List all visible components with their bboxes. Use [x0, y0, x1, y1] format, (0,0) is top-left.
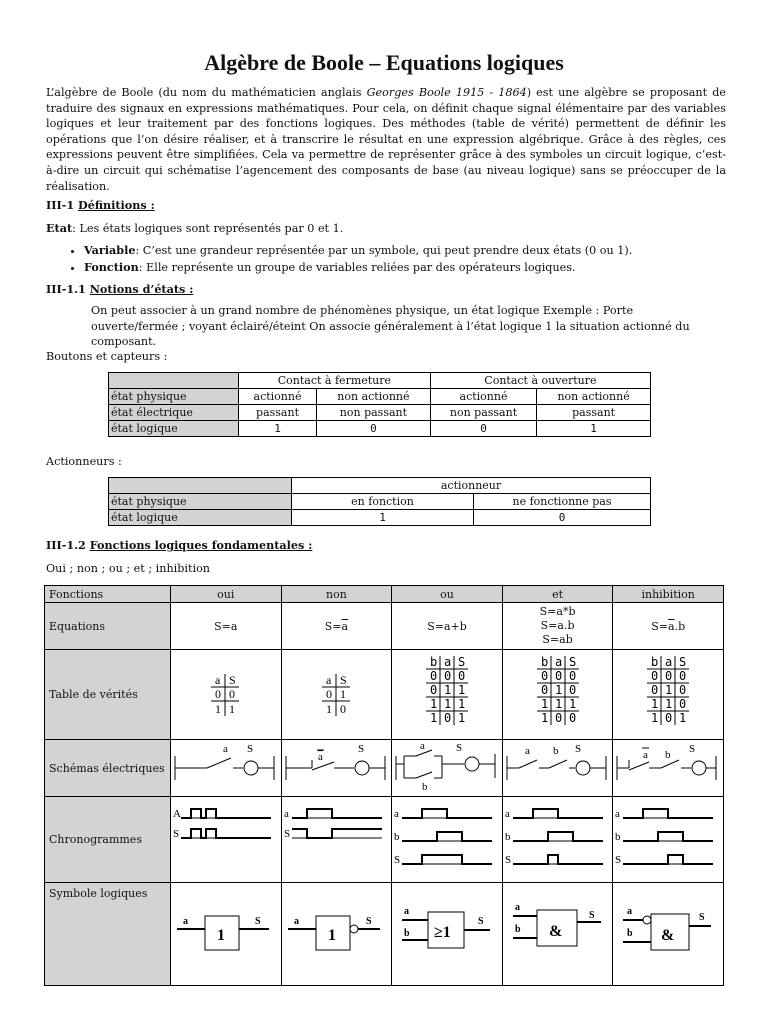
truth-cell: S [568, 655, 577, 669]
fonctions-list: Oui ; non ; ou ; et ; inhibition [46, 562, 211, 575]
timing-diagram [171, 797, 279, 879]
svg-text:S: S [588, 909, 595, 921]
svg-text:1: 1 [217, 926, 225, 944]
svg-text:1: 1 [229, 702, 235, 716]
symbol-inhibition [613, 883, 724, 986]
truth-cell: 1 [540, 711, 549, 725]
svg-text:1: 1 [325, 702, 332, 716]
svg-text:a: a [223, 743, 228, 755]
truth-cell: 1 [651, 697, 659, 711]
symbol-non [281, 883, 392, 986]
truth-cell: 0 [540, 669, 549, 683]
svg-text:S: S [339, 673, 347, 687]
svg-text:1: 1 [339, 687, 346, 701]
svg-text:a: a [514, 901, 520, 913]
truth-cell: 0 [540, 683, 549, 697]
svg-text:a: a [420, 740, 426, 752]
section-heading-notions: III-1.1 Notions d’états : [46, 282, 194, 296]
table-header: Contact à ouverture [430, 373, 650, 389]
table-row: état électrique passant non passant non passant passant [109, 405, 651, 421]
logic-gate-and [503, 884, 611, 982]
truth-cell: 0 [665, 669, 673, 683]
truth-cell: 0 [651, 669, 659, 683]
svg-text:S: S [365, 915, 372, 927]
truth-cell: 1 [554, 697, 563, 711]
svg-text:0: 0 [229, 687, 235, 701]
truth-table-et [502, 650, 613, 740]
schema-ou [392, 740, 503, 797]
switch-diagram [392, 740, 500, 793]
truth-cell: 1 [458, 683, 466, 697]
section-heading-fonctions: III-1.2 Fonctions logiques fondamentales : [46, 538, 313, 552]
svg-text:b: b [504, 831, 511, 843]
intro-paragraph [46, 85, 726, 194]
truth-cell: 0 [554, 711, 563, 725]
svg-text:S: S [255, 915, 261, 927]
svg-text:&: & [548, 922, 563, 940]
svg-text:1: 1 [215, 702, 221, 716]
svg-text:&: & [661, 926, 675, 944]
schema-oui [171, 740, 282, 797]
truth-cell: S [458, 655, 466, 669]
truth-cell: 0 [444, 711, 452, 725]
svg-text:b: b [422, 781, 428, 793]
svg-text:S: S [173, 828, 180, 840]
svg-text:a: a [325, 673, 331, 687]
chrono-non [281, 797, 392, 883]
truth-cell: b [540, 655, 549, 669]
switch-diagram [282, 740, 390, 793]
eq-oui: S=a [171, 603, 282, 650]
eq-et: S=a*b S=a.b S=ab [502, 603, 613, 650]
svg-text:b: b [394, 831, 400, 843]
switch-diagram [503, 740, 611, 793]
svg-text:a: a [293, 915, 299, 927]
truth-ou-svg [392, 650, 500, 736]
table-row: Fonctions oui non ou et inhibition [45, 586, 724, 603]
svg-text:0: 0 [215, 687, 221, 701]
truth-non-svg [282, 650, 390, 736]
svg-text:a: a [183, 915, 188, 927]
svg-text:S: S [229, 673, 236, 687]
truth-cell: 0 [568, 669, 577, 683]
svg-text:S: S [283, 828, 290, 840]
functions-table [44, 585, 724, 986]
truth-cell: 0 [651, 683, 659, 697]
svg-text:a: a [283, 808, 289, 820]
chrono-et [502, 797, 613, 883]
svg-text:A: A [173, 808, 181, 820]
svg-text:a: a [504, 808, 510, 820]
list-item: • Variable: C’est une grandeur représentée par un symbole, qui peut prendre deux états (0 ou 1). [84, 242, 724, 259]
svg-text:S: S [689, 743, 696, 755]
svg-text:≥1: ≥1 [434, 923, 451, 941]
svg-text:b: b [627, 927, 633, 939]
timing-diagram [392, 797, 500, 879]
svg-text:a: a [627, 905, 633, 917]
switch-diagram [613, 740, 721, 793]
truth-cell: 0 [665, 711, 673, 725]
logic-gate-not [282, 884, 390, 982]
symbol-et [502, 883, 613, 986]
truth-cell: 1 [430, 697, 438, 711]
logic-gate-inhibition [613, 884, 721, 982]
svg-text:a: a [215, 673, 221, 687]
table-row: état physique en fonction ne fonctionne pas [109, 494, 651, 510]
table-row: Table de vérités a S 0 0 1 1 a S 0 1 1 0 b a S 0 0 0 0 1 1 1 1 1 1 0 1 b a S 0 0 0 0 1 0 1 1 1 1 0 0 b a S 0 0 0 0 1 0 1 1 0 1 0 1 [45, 650, 724, 740]
table-row: Symbole logiques a S 1 a S 1 a b S ≥1 a b S & a b S & [45, 883, 724, 986]
truth-cell: 1 [665, 697, 673, 711]
truth-inh-svg [613, 650, 721, 736]
svg-text:S: S [699, 911, 705, 923]
truth-cell: 1 [540, 697, 549, 711]
truth-cell: 0 [568, 711, 577, 725]
truth-table-inhibition [613, 650, 724, 740]
truth-cell: 0 [430, 669, 438, 683]
svg-text:a: a [643, 749, 649, 761]
intro-text-1: L’algèbre de Boole (du nom du mathématicien anglais [46, 86, 367, 99]
notions-paragraph: On peut associer à un grand nombre de phénomènes physique, un état logique Exemple : Porte ouverte/fermée ; voyant éclairé/éteint On associe généralement à l’état logique 1 la situation actionné du composant. [91, 304, 690, 349]
truth-et-svg [503, 650, 611, 736]
timing-diagram [282, 797, 390, 879]
svg-text:S: S [478, 915, 484, 927]
truth-cell: 0 [679, 669, 687, 683]
svg-text:b: b [665, 749, 671, 761]
svg-text:a: a [524, 745, 530, 757]
svg-text:b: b [404, 927, 410, 939]
svg-text:S: S [456, 742, 463, 754]
boutons-table [108, 372, 651, 437]
svg-text:S: S [357, 743, 364, 755]
table-header: Contact à fermeture [239, 373, 431, 389]
table-row: état logique 1 0 [109, 510, 651, 526]
truth-oui-svg [171, 650, 279, 736]
eq-non: $S=\overline{a}$ [281, 603, 392, 650]
definition-list [60, 242, 724, 276]
truth-cell: b [651, 655, 659, 669]
truth-cell: 0 [554, 669, 563, 683]
schema-non [281, 740, 392, 797]
actionneurs-label: Actionneurs : [46, 455, 122, 468]
truth-cell: 1 [568, 697, 577, 711]
svg-text:b: b [615, 831, 621, 843]
list-item: • Fonction: Elle représente un groupe de variables reliées par des opérateurs logiques. [84, 259, 724, 276]
svg-text:a: a [404, 905, 410, 917]
truth-cell: a [665, 655, 673, 669]
schema-inhibition [613, 740, 724, 797]
svg-text:S: S [504, 854, 511, 866]
svg-text:0: 0 [339, 702, 346, 716]
table-row: état logique 1 0 0 1 [109, 421, 651, 437]
intro-text-2: ) est une algèbre se proposant de traduire des signaux en expressions mathématiques. Pour cela, on définit chaque signal élémentaire par des variables logiques et leur traitement par des fonctions logiques. Des méthodes (table de vérité) permettent de définir les opérations que l’on désire réaliser, et à transcrire le résultat en une expression algébrique. Grâce à des règles, ces expressions peuvent être simplifiées. Cela va permettre de représenter grâce à des symboles un circuit logique, c’est-à-dire un circuit qui schématise l’agencement des composants de base (au niveau logique) sans se préoccuper de la réalisation. [46, 86, 726, 193]
truth-cell: 0 [458, 669, 466, 683]
truth-table-non [281, 650, 392, 740]
truth-cell: 1 [665, 683, 673, 697]
truth-cell: 0 [679, 683, 687, 697]
truth-cell: a [444, 655, 452, 669]
table-row: Equations S=a $S=\overline{a}$ S=a+b S=a*b S=a.b S=ab $S=\overline{a}.b$ [45, 603, 724, 650]
truth-cell: 1 [554, 683, 563, 697]
switch-diagram [171, 740, 279, 793]
truth-table-ou [392, 650, 503, 740]
table-row: Chronogrammes A S a S a b S a b S a b S [45, 797, 724, 883]
svg-text:S: S [574, 743, 581, 755]
intro-author: Georges Boole 1915 - 1864 [366, 86, 527, 99]
schema-et [502, 740, 613, 797]
svg-text:S: S [394, 854, 401, 866]
truth-cell: 0 [444, 669, 452, 683]
truth-cell: 1 [458, 711, 466, 725]
truth-cell: 0 [679, 697, 687, 711]
table-header: actionneur [292, 478, 651, 494]
truth-cell: 0 [568, 683, 577, 697]
page-title: Algèbre de Boole – Equations logiques [204, 50, 564, 75]
truth-cell: 1 [430, 711, 438, 725]
section-heading-definitions: III-1 Définitions : [46, 198, 155, 212]
boutons-label: Boutons et capteurs : [46, 350, 168, 363]
truth-cell: a [554, 655, 563, 669]
svg-text:b: b [552, 745, 559, 757]
table-row: état physique actionné non actionné actionné non actionné [109, 389, 651, 405]
truth-cell: 1 [679, 711, 687, 725]
timing-diagram [503, 797, 611, 879]
truth-cell: 1 [444, 697, 452, 711]
truth-cell: 1 [458, 697, 466, 711]
chrono-ou [392, 797, 503, 883]
logic-gate-or [392, 884, 500, 982]
logic-gate-buffer [171, 884, 279, 982]
truth-cell: 1 [651, 711, 659, 725]
chrono-oui [171, 797, 282, 883]
truth-cell: 1 [444, 683, 452, 697]
eq-ou: S=a+b [392, 603, 503, 650]
timing-diagram [613, 797, 721, 879]
svg-text:S: S [247, 743, 254, 755]
symbol-oui [171, 883, 282, 986]
truth-table-oui [171, 650, 282, 740]
svg-text:1: 1 [327, 926, 336, 944]
truth-cell: S [679, 655, 687, 669]
truth-cell: b [430, 655, 438, 669]
eq-inhibition: $S=\overline{a}.b$ [613, 603, 724, 650]
chrono-inhibition [613, 797, 724, 883]
svg-text:b: b [514, 923, 521, 935]
svg-text:a: a [317, 751, 323, 763]
etat-definition: Etat: Les états logiques sont représentés par 0 et 1. [46, 221, 344, 235]
symbol-ou [392, 883, 503, 986]
svg-text:a: a [615, 808, 621, 820]
svg-text:S: S [615, 854, 622, 866]
actionneurs-table [108, 477, 651, 526]
svg-text:a: a [394, 808, 400, 820]
table-row: Schémas électriques a S a S a b S a b S a b S [45, 740, 724, 797]
truth-cell: 0 [430, 683, 438, 697]
svg-text:0: 0 [325, 687, 332, 701]
